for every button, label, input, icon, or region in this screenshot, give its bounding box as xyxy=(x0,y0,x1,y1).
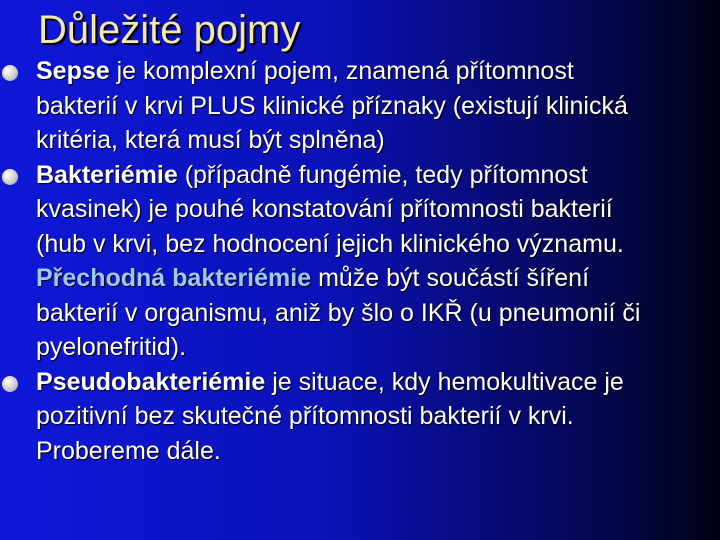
term-sepse: Sepse xyxy=(36,57,110,85)
slide-title: Důležité pojmy xyxy=(38,8,301,52)
bullet-line: kvasinek) je pouhé konstatování přítomnosti bakterií xyxy=(36,195,613,223)
bullet-text: je komplexní pojem, znamená přítomnost xyxy=(109,57,574,85)
bullet-line: kritéria, která musí být splněna) xyxy=(36,126,385,154)
bullet-line xyxy=(36,365,718,400)
bullet-dot-icon xyxy=(2,65,18,81)
bullet-bakteriemie xyxy=(0,158,718,365)
term-prechodna-bakteriemie: Přechodná bakteriémie xyxy=(36,264,312,292)
bullet-line: pozitivní bez skutečné přítomnosti bakterií v krvi. xyxy=(36,402,574,430)
bullet-dot-icon xyxy=(2,169,18,185)
bullet-text: (případně fungémie, tedy přítomnost xyxy=(177,160,588,189)
bullet-line: bakterií v organismu, aniž by šlo o IKŘ (u pneumonií či xyxy=(36,298,641,327)
bullet-line: pyelonefritid). xyxy=(36,333,187,361)
term-bakteriemie: Bakteriémie xyxy=(36,160,178,189)
bullet-text: může být součástí šíření xyxy=(311,264,590,292)
bullet-line xyxy=(36,54,718,89)
bullet-line: Probereme dále. xyxy=(36,436,221,465)
bullet-pseudobakteriemie xyxy=(0,365,718,469)
bullet-line: bakterií v krvi PLUS klinické příznaky (existují klinická xyxy=(36,91,628,120)
bullet-list xyxy=(0,54,718,468)
bullet-line xyxy=(36,261,718,296)
bullet-line: (hub v krvi, bez hodnocení jejich klinického významu. xyxy=(36,229,624,258)
bullet-dot-icon xyxy=(2,376,18,392)
bullet-line xyxy=(36,158,718,193)
term-pseudobakteriemie: Pseudobakteriémie xyxy=(36,367,266,396)
bullet-sepse xyxy=(0,54,718,158)
bullet-text: je situace, kdy hemokultivace je xyxy=(265,367,624,396)
